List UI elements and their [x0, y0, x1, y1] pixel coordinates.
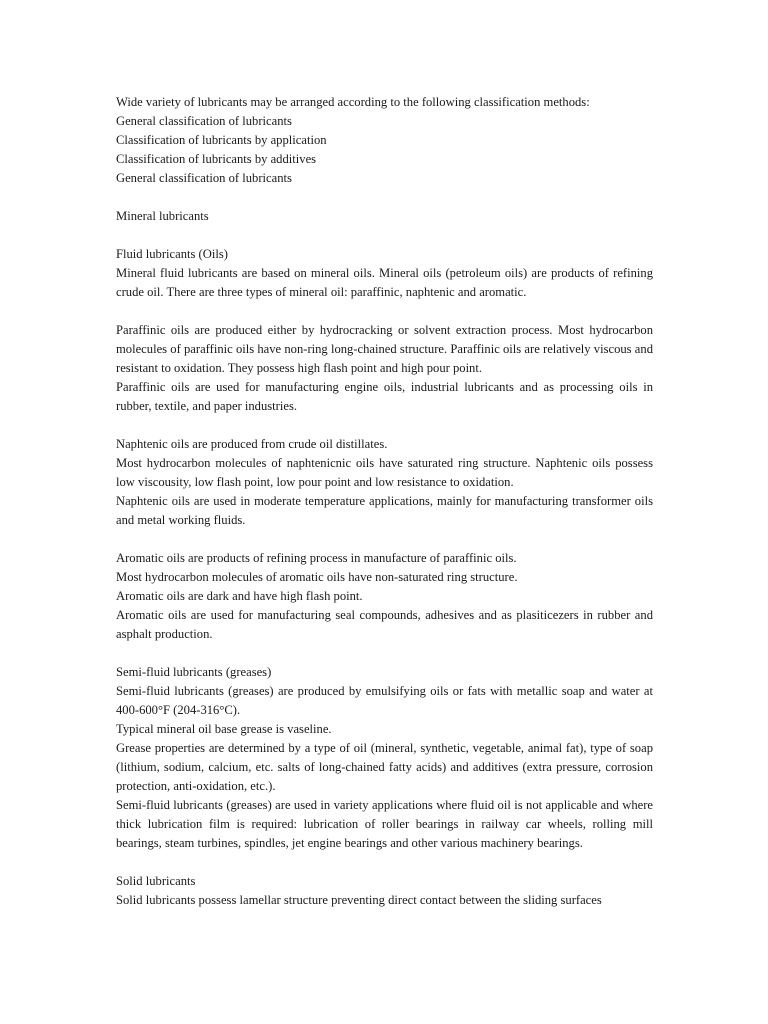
paragraph-greases-properties: Grease properties are determined by a type of oil (mineral, synthetic, vegetable, animal fat), type of soap (lithium, sodium, calcium, etc. salts of long-chained fatty acids) and additives (extra pressure, corrosion protection, anti-oxidation, etc.). [116, 741, 653, 793]
paragraph-paraffinic: Paraffinic oils are produced either by hydrocracking or solvent extraction process. Most hydrocarbon molecules of paraffinic oils have non-ring long-chained structure. Paraffinic oils are relatively viscous and resistant to oxidation. They possess high flash point and high pour point. [116, 323, 653, 375]
paragraph-aromatic: Aromatic oils are products of refining process in manufacture of paraffinic oils. [116, 551, 517, 565]
paragraph-greases-typical: Typical mineral oil base grease is vaseline. [116, 722, 332, 736]
document-page [116, 93, 653, 910]
paragraph-fluid-lubricants: Mineral fluid lubricants are based on mineral oils. Mineral oils (petroleum oils) are products of refining crude oil. There are three types of mineral oil: paraffinic, naphtenic and aromatic. [116, 266, 653, 299]
paragraph-aromatic-uses: Aromatic oils are used for manufacturing seal compounds, adhesives and as plasiticezers in rubber and asphalt production. [116, 608, 653, 641]
classification-item: General classification of lubricants [116, 171, 292, 185]
paragraph-solid-structure: Solid lubricants possess lamellar structure preventing direct contact between the sliding surfaces [116, 893, 602, 907]
classification-item: Classification of lubricants by additives [116, 152, 317, 166]
subheading-semi-fluid: Semi-fluid lubricants (greases) [116, 665, 272, 679]
subheading-fluid-lubricants: Fluid lubricants (Oils) [116, 247, 228, 261]
paragraph-aromatic-properties: Aromatic oils are dark and have high flash point. [116, 589, 363, 603]
paragraph-greases-uses: Semi-fluid lubricants (greases) are used in variety applications where fluid oil is not applicable and where thick lubrication film is required: lubrication of roller bearings in railway car wheels, rolling mill bearings, steam turbines, spindles, jet engine bearings and other various machinery bearings. [116, 798, 653, 850]
intro-lead: Wide variety of lubricants may be arranged according to the following classification methods: [116, 95, 590, 109]
classification-item: General classification of lubricants [116, 114, 292, 128]
paragraph-aromatic-structure: Most hydrocarbon molecules of aromatic oils have non-saturated ring structure. [116, 570, 518, 584]
paragraph-naphtenic-uses: Naphtenic oils are used in moderate temperature applications, mainly for manufacturing transformer oils and metal working fluids. [116, 494, 653, 527]
section-heading-mineral: Mineral lubricants [116, 209, 209, 223]
paragraph-greases-production: Semi-fluid lubricants (greases) are produced by emulsifying oils or fats with metallic soap and water at 400-600°F (204-316°C). [116, 684, 653, 717]
subheading-solid: Solid lubricants [116, 874, 196, 888]
classification-item: Classification of lubricants by application [116, 133, 327, 147]
paragraph-naphtenic: Naphtenic oils are produced from crude oil distillates. [116, 437, 388, 451]
paragraph-paraffinic-uses: Paraffinic oils are used for manufacturing engine oils, industrial lubricants and as processing oils in rubber, textile, and paper industries. [116, 380, 653, 413]
paragraph-naphtenic-structure: Most hydrocarbon molecules of naphtenicnic oils have saturated ring structure. Naphtenic oils possess low viscousity, low flash point, low pour point and low resistance to oxidation. [116, 456, 653, 489]
